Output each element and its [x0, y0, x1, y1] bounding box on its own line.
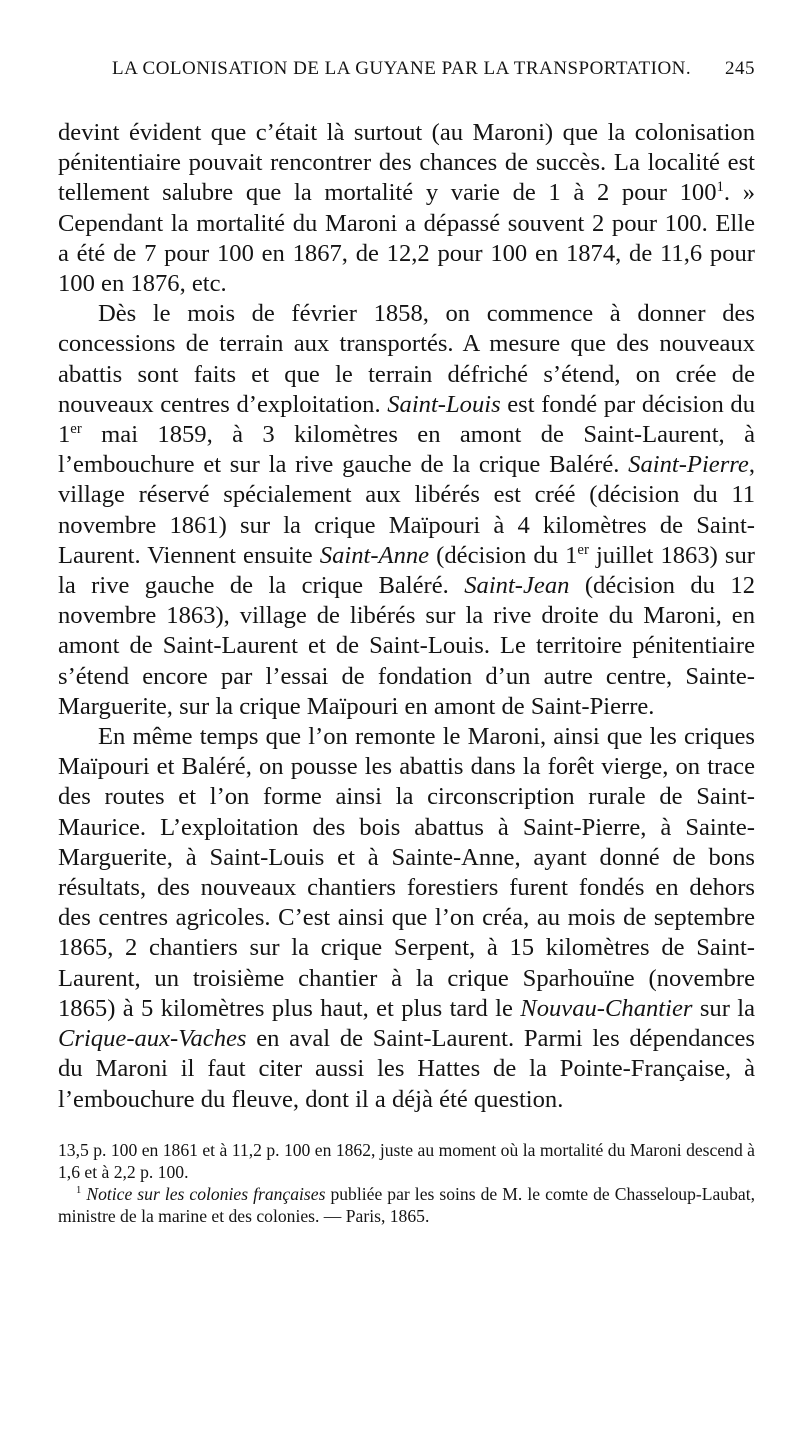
text-run: Dès le mois de février 1858, on commence à donner des concessions de terrain aux transportés. A mesure que des nouveaux abattis sont faits et que le terrain défriché s’étend, on crée de nouveaux centres d’exploitation.: [58, 300, 755, 418]
text-run: publiée par les soins de M. le comte de Chasseloup-Laubat, ministre de la marine et des colonies. — Paris, 1865.: [58, 1183, 755, 1226]
text-run: 13,5 p. 100 en 1861 et à 11,2 p. 100 en 1862, juste au moment où la mortalité du Maroni descend à 1,6 et à 2,2 p. 100.: [58, 1139, 755, 1182]
text-run: juillet 1863) sur la rive gauche de la crique Baléré.: [58, 541, 755, 600]
body-text: [58, 118, 755, 1115]
text-run: En même temps que l’on remonte le Maroni, ainsi que les criques Maïpouri et Baléré, on pousse les abattis dans la forêt vierge, on trace des routes et l’on forme ainsi la circonscription rurale de Saint-Maurice. L’exploitation des bois abattus à Saint-Pierre, à Sainte-Marguerite, à Saint-Louis et à Sainte-Anne, ayant donné de bons résultats, des nouveaux chantiers forestiers furent fondés en dehors des centres agricoles. C’est ainsi que l’on créa, au mois de septembre 1865, 2 chantiers sur la crique Serpent, à 15 kilomètres de Saint-Laurent, un troisième chantier à la crique Sparhouïne (novembre 1865) à 5 kilomètres plus haut, et plus tard le: [58, 723, 755, 1022]
footnote: [58, 1183, 755, 1227]
italic-term: Saint-Louis: [387, 390, 501, 418]
text-run: est fondé par décision du 1: [58, 390, 755, 449]
note-marker: er: [70, 420, 82, 437]
italic-term: Saint-Pierre: [628, 451, 749, 479]
text-run: sur la: [692, 994, 755, 1022]
running-title: LA COLONISATION DE LA GUYANE PAR LA TRANSPORTATION.: [112, 58, 692, 79]
italic-term: Nouvau-Chantier: [520, 994, 693, 1022]
text-run: en aval de Saint-Laurent. Parmi les dépendances du Maroni il faut citer aussi les Hattes de la Pointe-Française, à l’embouchure du fleuve, dont il a déjà été question.: [58, 1025, 755, 1113]
italic-term: Saint-Jean: [464, 572, 570, 600]
footnote: [58, 1139, 755, 1183]
paragraph: [58, 722, 755, 1115]
note-marker: 1: [76, 1184, 82, 1196]
italic-term: Notice sur les colonies françaises: [86, 1183, 326, 1204]
text-run: mai 1859, à 3 kilomètres en amont de Saint-Laurent, à l’embouchure et sur la rive gauche de la crique Baléré.: [58, 421, 755, 479]
note-marker: er: [577, 541, 589, 558]
text-run: . » Cependant la mortalité du Maroni a dépassé souvent 2 pour 100. Elle a été de 7 pour 100 en 1867, de 12,2 pour 100 en 1874, de 11,6 pour 100 en 1876, etc.: [58, 179, 756, 298]
text-run: , village réservé spécialement aux libérés est créé (décision du 11 novembre 1861) sur la crique Maïpouri à 4 kilomètres de Saint-Laurent. Viennent ensuite: [58, 451, 755, 569]
note-marker: 1: [716, 179, 724, 196]
page-number: 245: [725, 58, 755, 79]
text-run: (décision du 12 novembre 1863), village de libérés sur la rive droite du Maroni, en amont de Saint-Laurent et de Saint-Louis. Le territoire pénitentiaire s’étend encore par l’essai de fondation d’un autre centre, Sainte-Marguerite, sur la crique Maïpouri en amont de Saint-Pierre.: [58, 572, 755, 720]
running-head: [112, 58, 755, 80]
text-run: devint évident que c’était là surtout (au Maroni) que la colonisation pénitentiaire pouvait rencontrer des chances de succès. La localité est tellement salubre que la mortalité y varie de 1 à 2 pour 100: [58, 119, 755, 207]
text-run: (décision du 1: [429, 541, 578, 569]
footnotes: [58, 1139, 755, 1227]
italic-term: Crique-aux-Vaches: [58, 1025, 247, 1053]
paragraph: [58, 118, 755, 299]
paragraph: [58, 299, 755, 722]
italic-term: Saint-Anne: [319, 541, 430, 569]
